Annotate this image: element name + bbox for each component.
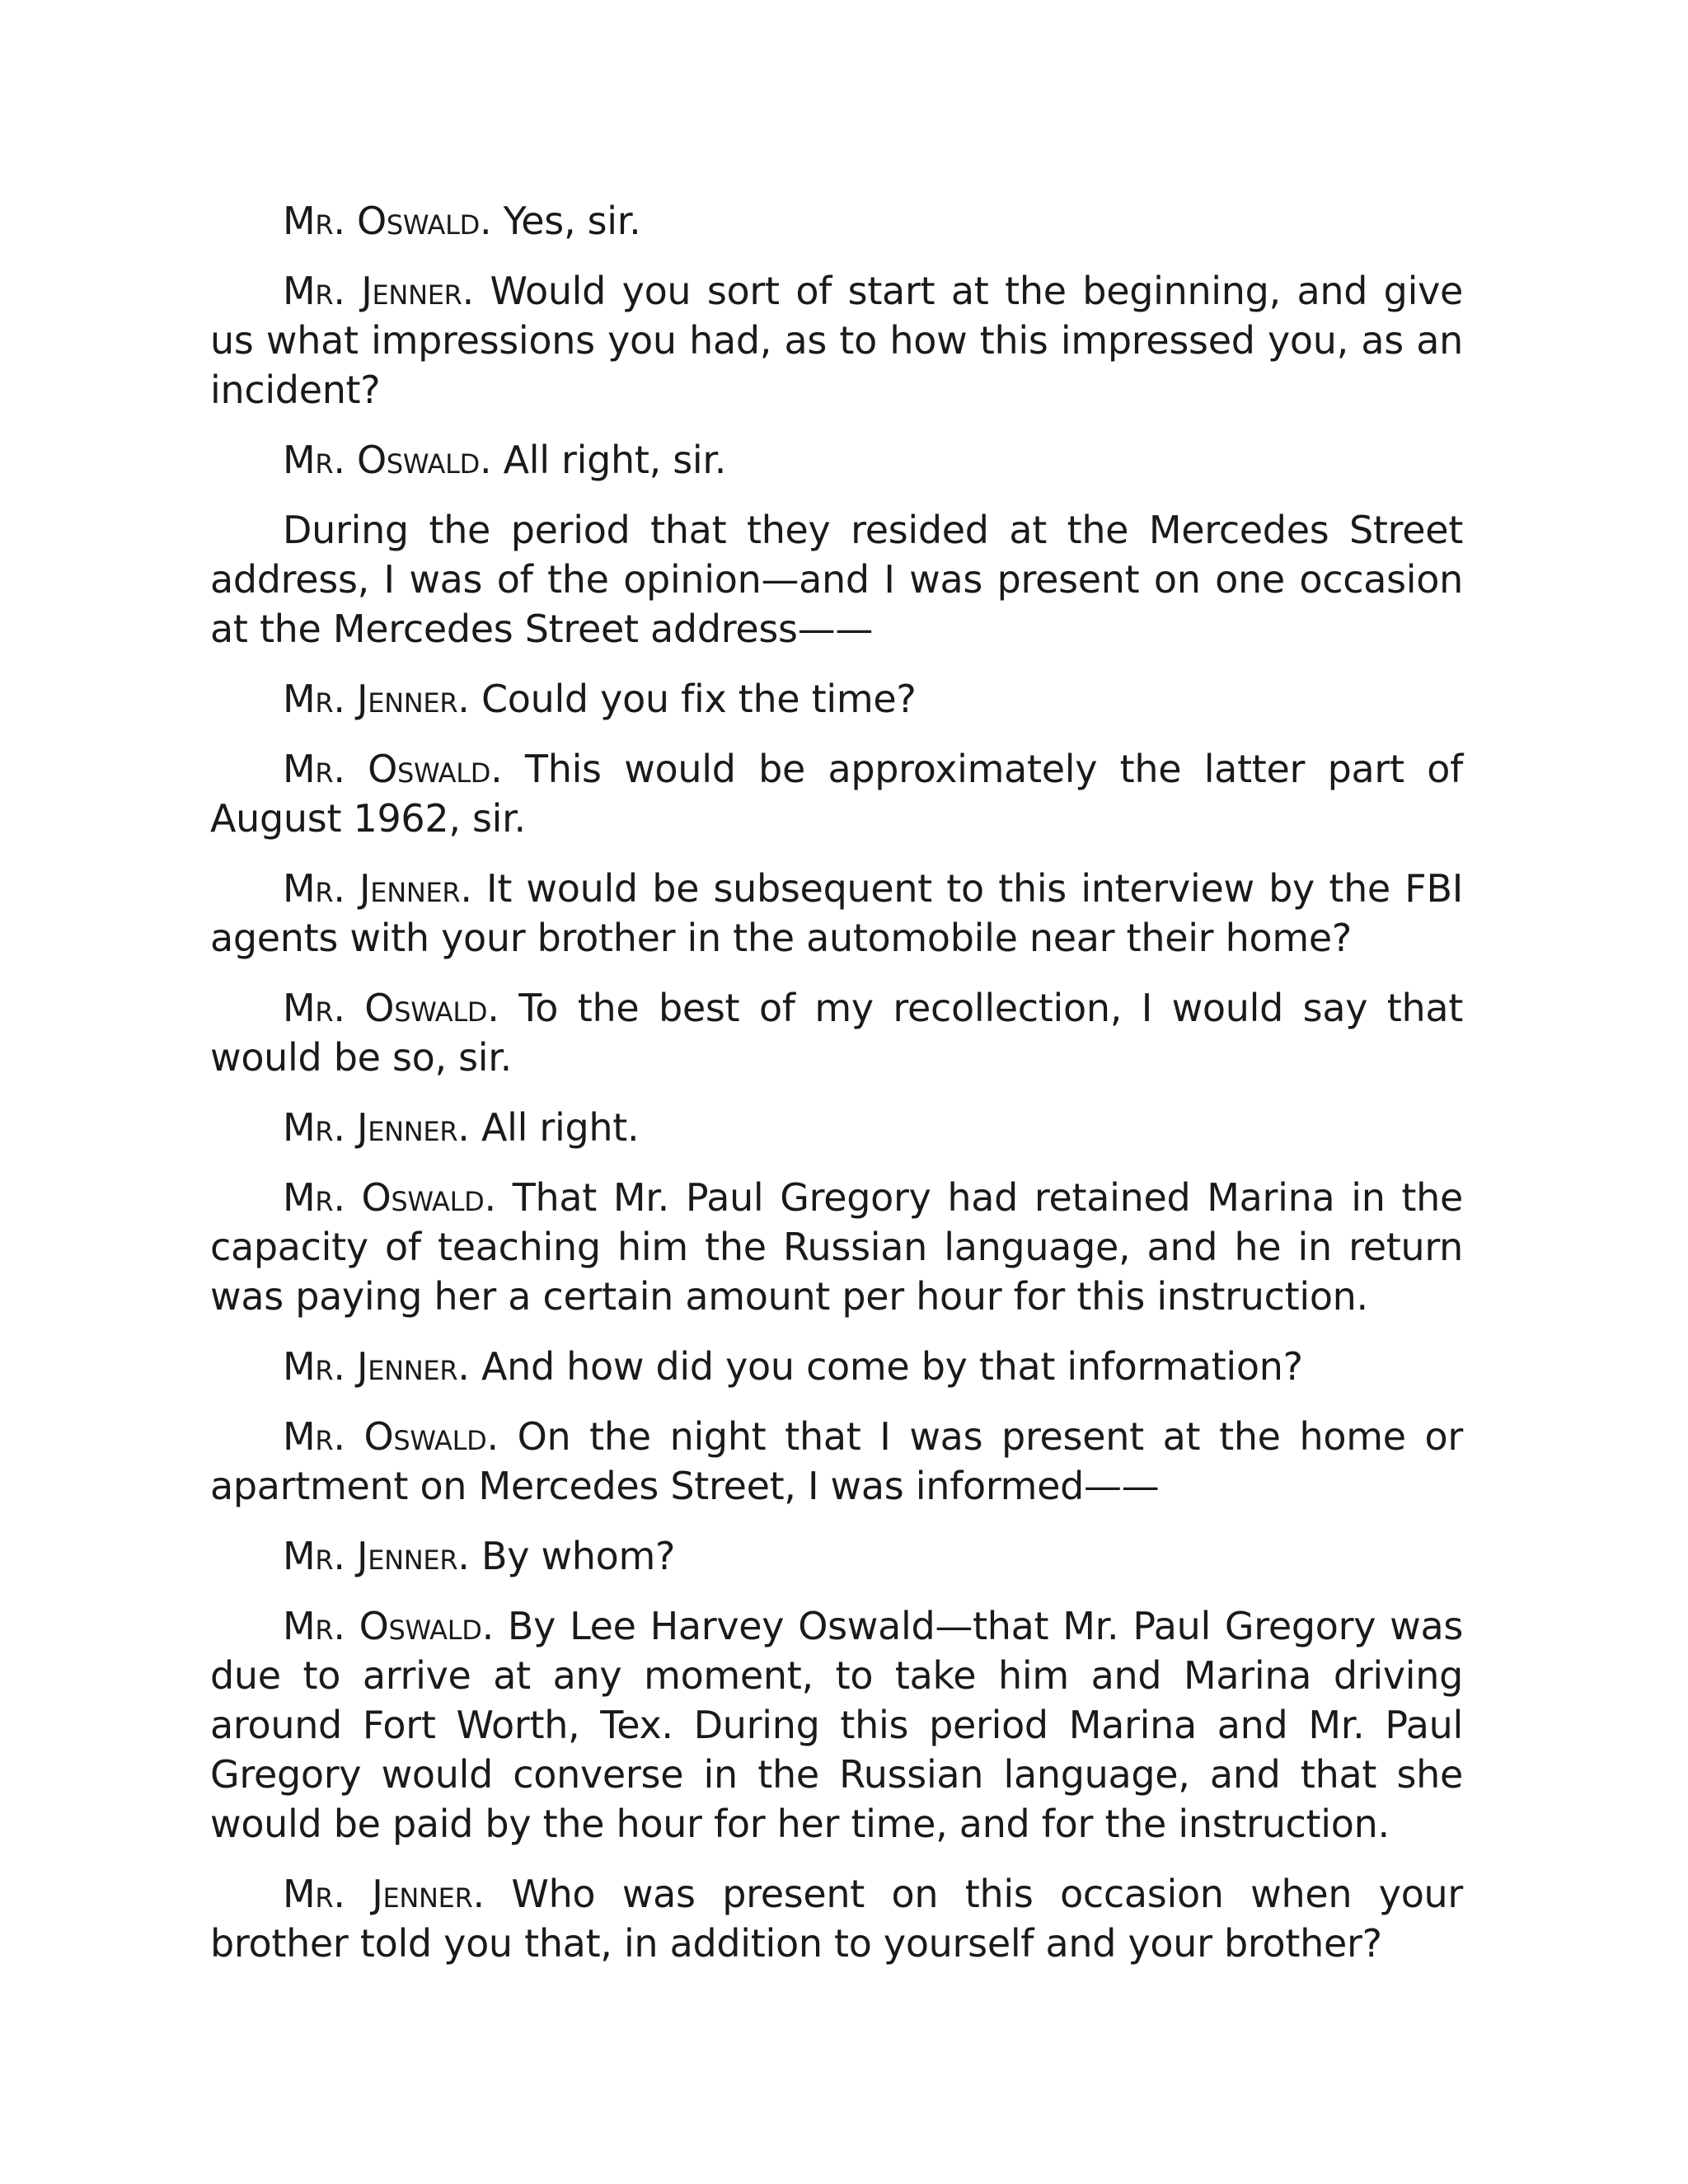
testimony-text: During the period that they resided at the Mercedes Street address, I was of the opinion—and I was present on one occasion at the Mercedes Street address—— — [210, 508, 1463, 651]
testimony-paragraph: Mr. Jenner. All right. — [283, 1105, 640, 1150]
speaker-name: Mr. Jenner — [283, 866, 461, 911]
testimony-paragraph: Mr. Oswald. This would be approximately the latter part of August 1962, sir. — [210, 747, 1463, 841]
testimony-text: By whom? — [481, 1534, 676, 1578]
testimony-paragraph: Mr. Jenner. By whom? — [283, 1534, 676, 1578]
speaker-name: Mr. Oswald — [283, 986, 488, 1030]
speaker-name: Mr. Jenner — [283, 269, 462, 313]
testimony-text: This would be approximately the latter part of August 1962, sir. — [210, 747, 1463, 841]
testimony-text: All right, sir. — [503, 438, 727, 482]
testimony-paragraph: Mr. Oswald. By Lee Harvey Oswald—that Mr. Paul Gregory was due to arrive at any moment, to take him and Marina driving around Fort Worth, Tex. During this period Marina and Mr. Paul Gregory would converse in the Russian language, and that she would be paid by the hour for her time, and for the instruction. — [210, 1604, 1464, 1846]
speaker-name: Mr. Oswald — [283, 438, 480, 482]
testimony-paragraph: Mr. Jenner. Could you fix the time? — [283, 677, 917, 721]
testimony-text: Would you sort of start at the beginning, and give us what impressions you had, as to how this impressed you, as an incident? — [210, 269, 1463, 412]
speaker-name: Mr. Jenner — [283, 1534, 458, 1578]
testimony-text: It would be subsequent to this interview by the FBI agents with your brother in the automobile near their home? — [210, 866, 1463, 960]
testimony-paragraph: Mr. Oswald. On the night that I was present at the home or apartment on Mercedes Street, I was informed—— — [210, 1414, 1463, 1508]
testimony-text: That Mr. Paul Gregory had retained Marina in the capacity of teaching him the Russian language, and he in return was paying her a certain amount per hour for this instruction. — [210, 1175, 1464, 1319]
speaker-name: Mr. Jenner — [283, 1105, 458, 1150]
testimony-text: By Lee Harvey Oswald—that Mr. Paul Gregory was due to arrive at any moment, to take him and Marina driving around Fort Worth, Tex. During this period Marina and Mr. Paul Gregory would converse in the Russian language, and that she would be paid by the hour for her time, and for the instruction. — [210, 1604, 1464, 1846]
speaker-name: Mr. Oswald — [283, 1604, 482, 1648]
speaker-name: Mr. Oswald — [283, 1414, 487, 1459]
speaker-name: Mr. Oswald — [283, 1175, 485, 1220]
testimony-paragraph: Mr. Oswald. That Mr. Paul Gregory had retained Marina in the capacity of teaching him the Russian language, and he in return was paying her a certain amount per hour for this instruction. — [210, 1175, 1464, 1319]
testimony-paragraph: Mr. Oswald. To the best of my recollection, I would say that would be so, sir. — [210, 986, 1464, 1080]
testimony-text: And how did you come by that information? — [481, 1344, 1303, 1389]
testimony-paragraph: Mr. Oswald. Yes, sir. — [283, 199, 641, 243]
transcript-page — [210, 196, 1463, 1989]
speaker-name: Mr. Oswald — [283, 747, 491, 791]
testimony-text: To the best of my recollection, I would say that would be so, sir. — [210, 986, 1464, 1080]
testimony-paragraph: Mr. Jenner. Would you sort of start at the beginning, and give us what impressions you had, as to how this impressed you, as an incident? — [210, 269, 1463, 412]
speaker-name: Mr. Oswald — [283, 199, 480, 243]
speaker-name: Mr. Jenner — [283, 677, 458, 721]
testimony-text: Could you fix the time? — [481, 677, 917, 721]
testimony-text: All right. — [481, 1105, 640, 1150]
testimony-text: On the night that I was present at the home or apartment on Mercedes Street, I was informed—— — [210, 1414, 1463, 1508]
testimony-paragraph: Mr. Jenner. Who was present on this occasion when your brother told you that, in addition to yourself and your brother? — [210, 1872, 1463, 1966]
testimony-paragraph — [210, 505, 1463, 654]
testimony-paragraph: Mr. Jenner. It would be subsequent to this interview by the FBI agents with your brother in the automobile near their home? — [210, 866, 1463, 960]
testimony-paragraph: Mr. Oswald. All right, sir. — [283, 438, 727, 482]
speaker-name: Mr. Jenner — [283, 1344, 458, 1389]
testimony-text: Yes, sir. — [503, 199, 641, 243]
testimony-text: Who was present on this occasion when your brother told you that, in addition to yourself and your brother? — [210, 1872, 1463, 1966]
testimony-paragraph: Mr. Jenner. And how did you come by that information? — [283, 1344, 1303, 1389]
speaker-name: Mr. Jenner — [283, 1872, 473, 1916]
